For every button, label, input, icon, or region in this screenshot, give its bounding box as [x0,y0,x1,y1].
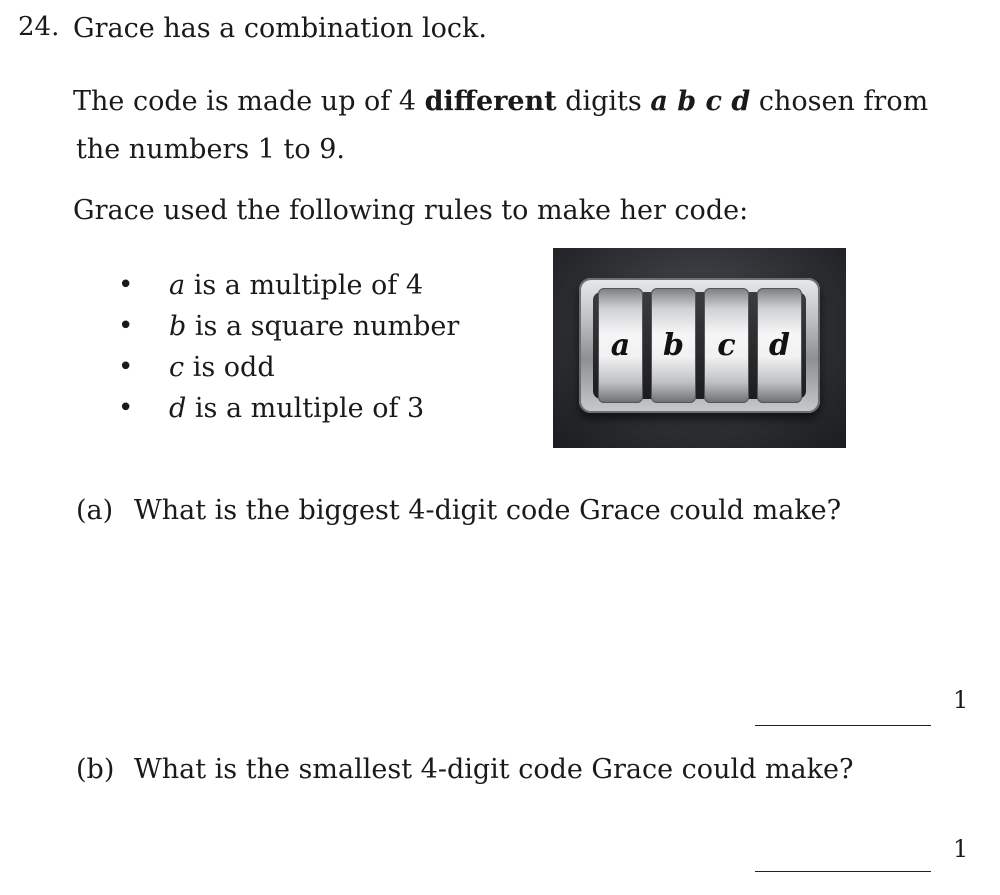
lock-wheel-a [598,288,643,403]
desc-text-1: The code is made up of 4 [73,86,425,117]
lock-window [593,292,806,399]
rule-text: is a multiple of 3 [186,393,425,424]
code-description-line2: the numbers 1 to 9. [76,134,345,165]
rules-list [118,270,459,434]
part-b-text: What is the smallest 4-digit code Grace could make? [134,754,854,785]
bullet-icon: • [118,352,134,382]
part-a-answer-line[interactable] [755,725,931,726]
question-intro [73,13,487,44]
rules-intro: Grace used the following rules to make her code: [73,195,749,226]
rule-variable: a [169,270,186,301]
desc-text-2: digits [556,86,651,117]
wheel-label: c [717,328,736,363]
desc-text-3: chosen from [750,86,929,117]
bullet-icon: • [118,270,134,300]
lock-wheel-b [651,288,696,403]
rule-text: is a multiple of 4 [185,270,424,301]
code-description-line1 [73,86,928,117]
question-number: 24. [18,12,60,42]
rule-item [118,393,459,434]
bullet-icon: • [118,311,134,341]
intro-text: Grace has a combination lock. [73,13,487,44]
part-a-text: What is the biggest 4-digit code Grace could make? [134,495,842,526]
part-b-marks: 1 [953,835,969,863]
bullet-icon: • [118,393,134,423]
part-a-label: (a) [76,495,114,526]
lock-plate [579,278,820,413]
part-b-question [76,754,853,785]
desc-bold-different: different [424,86,557,117]
part-b-answer-line[interactable] [755,871,931,872]
rule-variable: b [169,311,187,342]
rule-item [118,270,459,311]
wheel-label: a [610,328,631,363]
part-a-question [76,495,841,526]
rule-item [118,352,459,393]
rule-text: is a square number [186,311,460,342]
desc-variables: a b c d [650,86,751,117]
wheel-label: d [769,328,790,363]
part-a-marks: 1 [953,686,969,714]
lock-wheel-d [757,288,802,403]
rule-variable: d [169,393,187,424]
combination-lock-image [553,248,846,448]
part-b-label: (b) [76,754,115,785]
wheel-label: b [663,328,684,363]
rule-variable: c [169,352,185,383]
lock-wheel-c [704,288,749,403]
rule-item [118,311,459,352]
rule-text: is odd [184,352,275,383]
